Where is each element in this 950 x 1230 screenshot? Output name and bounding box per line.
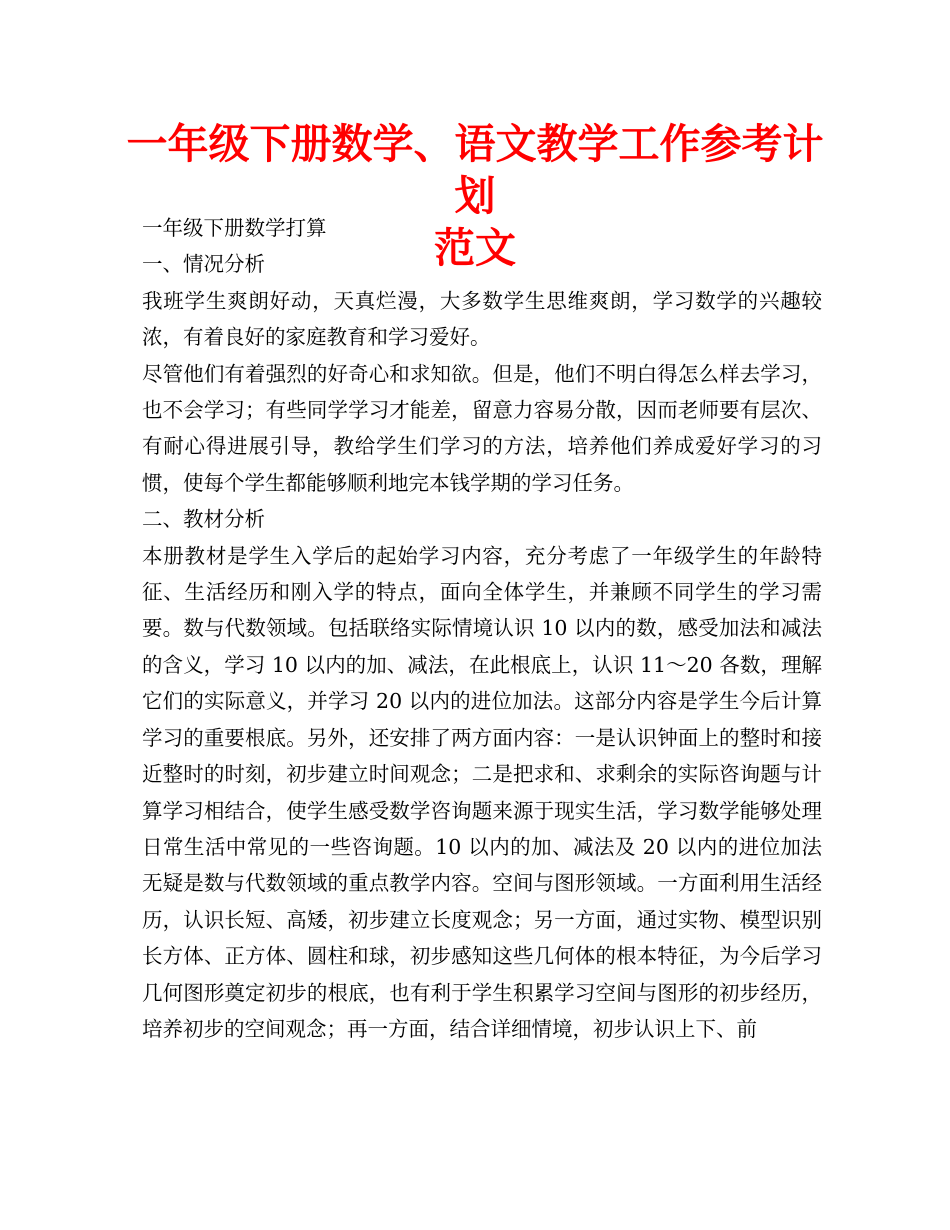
paragraph-heading-plan: 一年级下册数学打算 bbox=[142, 216, 327, 240]
paragraph-heading-situation: 一、情况分析 bbox=[142, 252, 265, 277]
paragraph-textbook-analysis: 本册教材是学生入学后的起始学习内容，充分考虑了一年级学生的年龄特征、生活经历和刚入学的特点，面向全体学生，并兼顾不同学生的学习需要。数与代数领域。包括联络实际情境认识 10 以内的数，感受加法和减法的含义，学习 10 以内的加、减法，在此根底上，认识 11～20 各数，理解它们的实际意义，并学习 20 以内的进位加法。这部分内容是学生今后计算学习的重要根底。另外，还安排了两方面内容：一是认识钟面上的整时和接近整时的时刻，初步建立时间观念；二是把求和、求剩余的实际咨询题与计算学习相结合，使学生感受数学咨询题来源于现实生活，学习数学能够处理日常生活中常见的一些咨询题。10 以内的加、减法及 20 以内的进位加法无疑是数与代数领域的重点教学内容。空间与图形领域。一方面利用生活经历，认识长短、高矮，初步建立长度观念；另一方面，通过实物、模型识别长方体、正方体、圆柱和球，初步感知这些几何体的根本特征，为今后学习几何图形奠定初步的根底，也有利于学生积累学习空间与图形的初步经历，培养初步的空间观念；再一方面，结合详细情境，初步认识上下、前 bbox=[142, 543, 822, 1041]
title-line-1: 一年级下册数学、语文教学工作参考计划 bbox=[126, 120, 824, 220]
title-line-2: 范文 bbox=[434, 224, 516, 272]
document-body bbox=[142, 210, 822, 1047]
paragraph-situation-1: 我班学生爽朗好动，天真烂漫，大多数学生思维爽朗，学习数学的兴趣较浓，有着良好的家庭教育和学习爱好。 bbox=[142, 288, 822, 350]
paragraph-situation-2: 尽管他们有着强烈的好奇心和求知欲。但是，他们不明白得怎么样去学习，也不会学习；有些同学学习才能差，留意力容易分散，因而老师要有层次、有耐心得进展引导，教给学生们学习的方法，培养他们养成爱好学习的习惯，使每个学生都能够顺利地完本钱学期的学习任务。 bbox=[142, 361, 822, 495]
paragraph-heading-textbook: 二、教材分析 bbox=[142, 507, 265, 532]
